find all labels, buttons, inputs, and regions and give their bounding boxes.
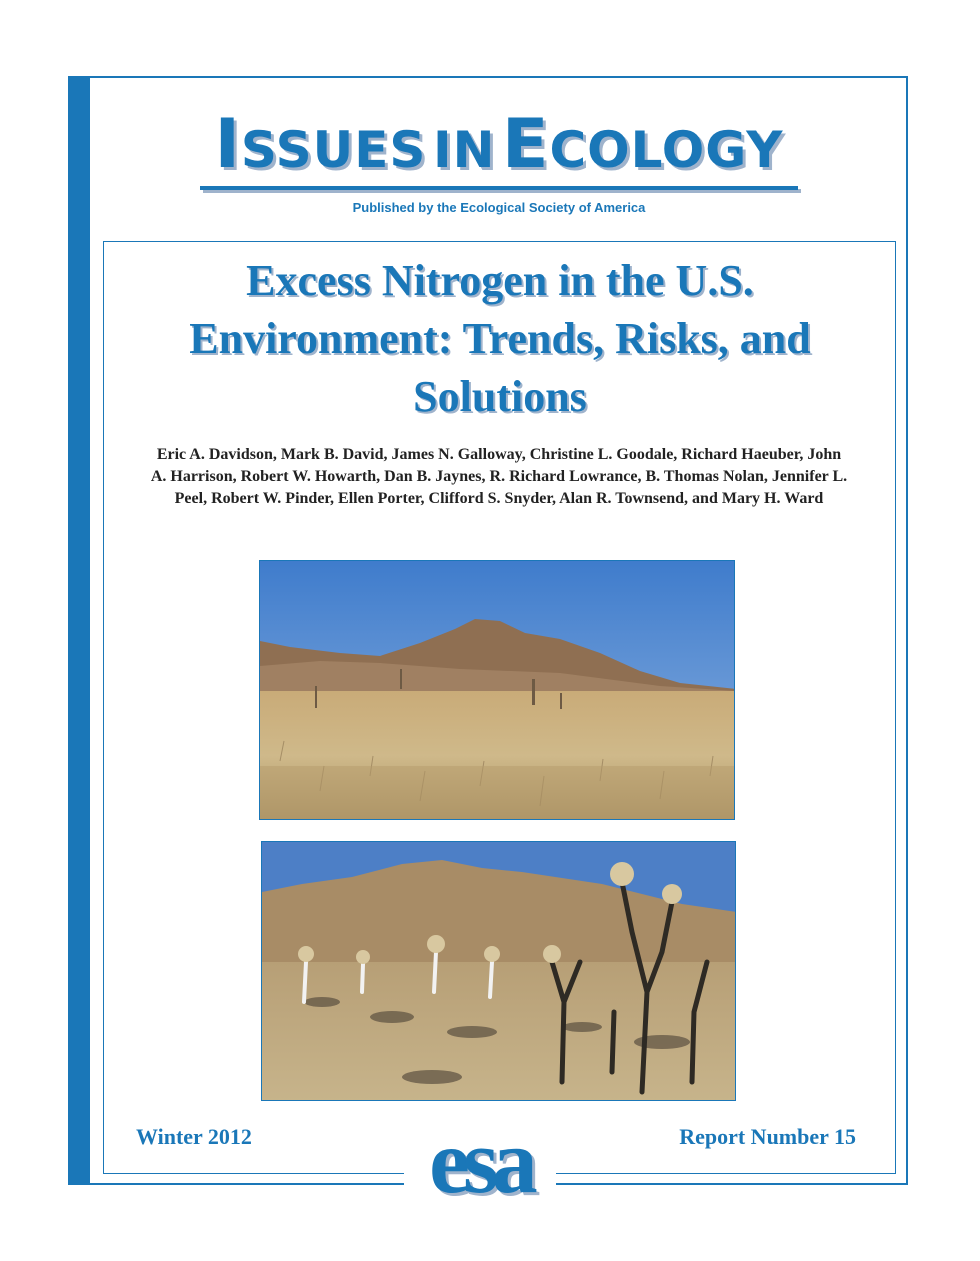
- journal-title-word-1: SSUES: [240, 121, 427, 179]
- author-list: Eric A. Davidson, Mark B. David, James N. Galloway, Christine L. Goodale, Richard Haeuber, John A. Harrison, Robert W. Howarth, Dan B. Jaynes, R. Richard Lowrance, B. Thomas Nolan, Jennifer L. Peel, Robert W. Pinder, Ellen Porter, Clifford S. Snyder, Alan R. Townsend, and Mary H. Ward: [150, 446, 848, 507]
- journal-title-word-3: COLOGY: [549, 121, 784, 179]
- journal-title-initial-2: E: [502, 105, 550, 184]
- grassland-photo: [259, 560, 735, 820]
- burned-landscape-photo: [261, 841, 736, 1101]
- journal-title-word-2: IN: [433, 121, 496, 179]
- burned-landscape-photo-image: [262, 842, 736, 1101]
- report-number: Report Number 15: [679, 1124, 856, 1149]
- grassland-photo-image: [260, 561, 735, 820]
- publisher-line: Published by the Ecological Society of America: [352, 200, 646, 215]
- report-title: Excess Nitrogen in the U.S. Environment: Trends, Risks, and Solutions: [189, 256, 811, 421]
- esa-logo: esa: [404, 1120, 556, 1212]
- title-underline: [200, 186, 798, 190]
- issue-season: Winter 2012: [136, 1124, 252, 1149]
- journal-title-initial: I: [214, 105, 241, 184]
